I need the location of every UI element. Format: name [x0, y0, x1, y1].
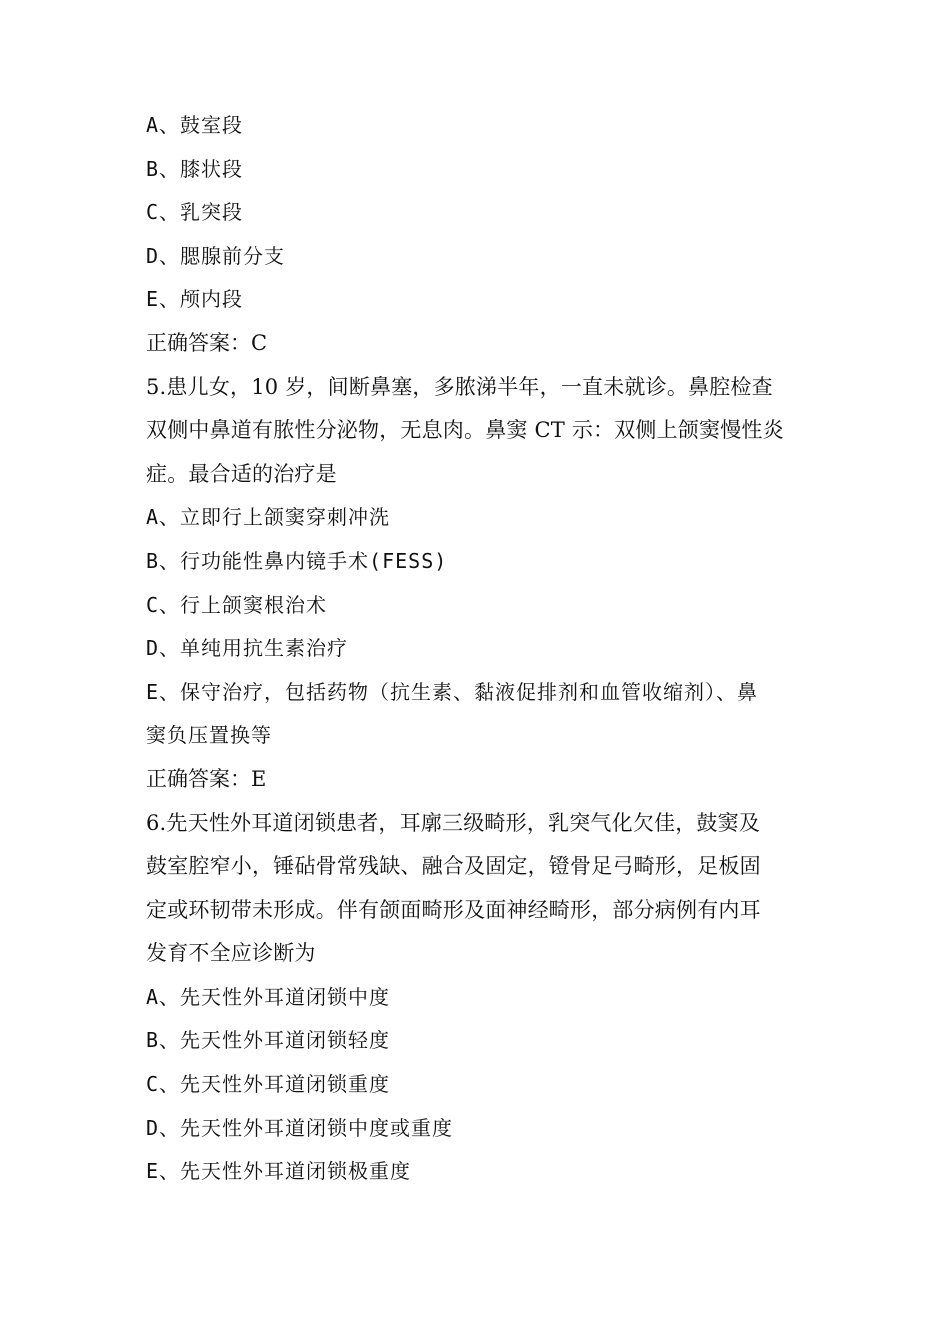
question-line: 发育不全应诊断为 — [146, 941, 316, 966]
option-line: D、单纯用抗生素治疗 — [146, 636, 349, 661]
question-line: 鼓室腔窄小，锤砧骨常残缺、融合及固定，镫骨足弓畸形，足板固 — [146, 854, 761, 879]
option-line: E、先天性外耳道闭锁极重度 — [146, 1159, 412, 1184]
option-line: C、乳突段 — [146, 200, 244, 225]
option-line: 窦负压置换等 — [146, 723, 272, 748]
option-line: A、先天性外耳道闭锁中度 — [146, 984, 391, 1009]
option-line: B、膝状段 — [146, 156, 244, 181]
option-line: D、腮腺前分支 — [146, 243, 286, 268]
option-line: D、先天性外耳道闭锁中度或重度 — [146, 1115, 454, 1140]
option-line: A、鼓室段 — [146, 113, 244, 137]
option-line: E、颅内段 — [146, 287, 244, 312]
option-line: E、保守治疗，包括药物（抗生素、黏液促排剂和血管收缩剂）、鼻 — [146, 679, 759, 704]
document-content — [146, 104, 810, 1194]
option-line: B、先天性外耳道闭锁轻度 — [146, 1028, 391, 1053]
question-line: 5.患儿女，10 岁，间断鼻塞，多脓涕半年，一直未就诊。鼻腔检查 — [146, 374, 773, 399]
option-line: C、行上颌窦根治术 — [146, 592, 328, 617]
option-line: A、立即行上颌窦穿刺冲洗 — [146, 505, 391, 530]
question-line: 症。最合适的治疗是 — [146, 461, 337, 486]
question-line: 定或环韧带未形成。伴有颌面畸形及面神经畸形，部分病例有内耳 — [146, 897, 761, 922]
answer-line: 正确答案：E — [146, 766, 267, 791]
question-line: 双侧中鼻道有脓性分泌物，无息肉。鼻窦 CT 示：双侧上颌窦慢性炎 — [146, 418, 784, 443]
option-line: C、先天性外耳道闭锁重度 — [146, 1072, 391, 1097]
option-line: B、行功能性鼻内镜手术(FESS) — [146, 548, 448, 573]
question-line: 6.先天性外耳道闭锁患者，耳廓三级畸形，乳突气化欠佳，鼓窦及 — [146, 810, 761, 835]
answer-line: 正确答案：C — [146, 330, 268, 355]
